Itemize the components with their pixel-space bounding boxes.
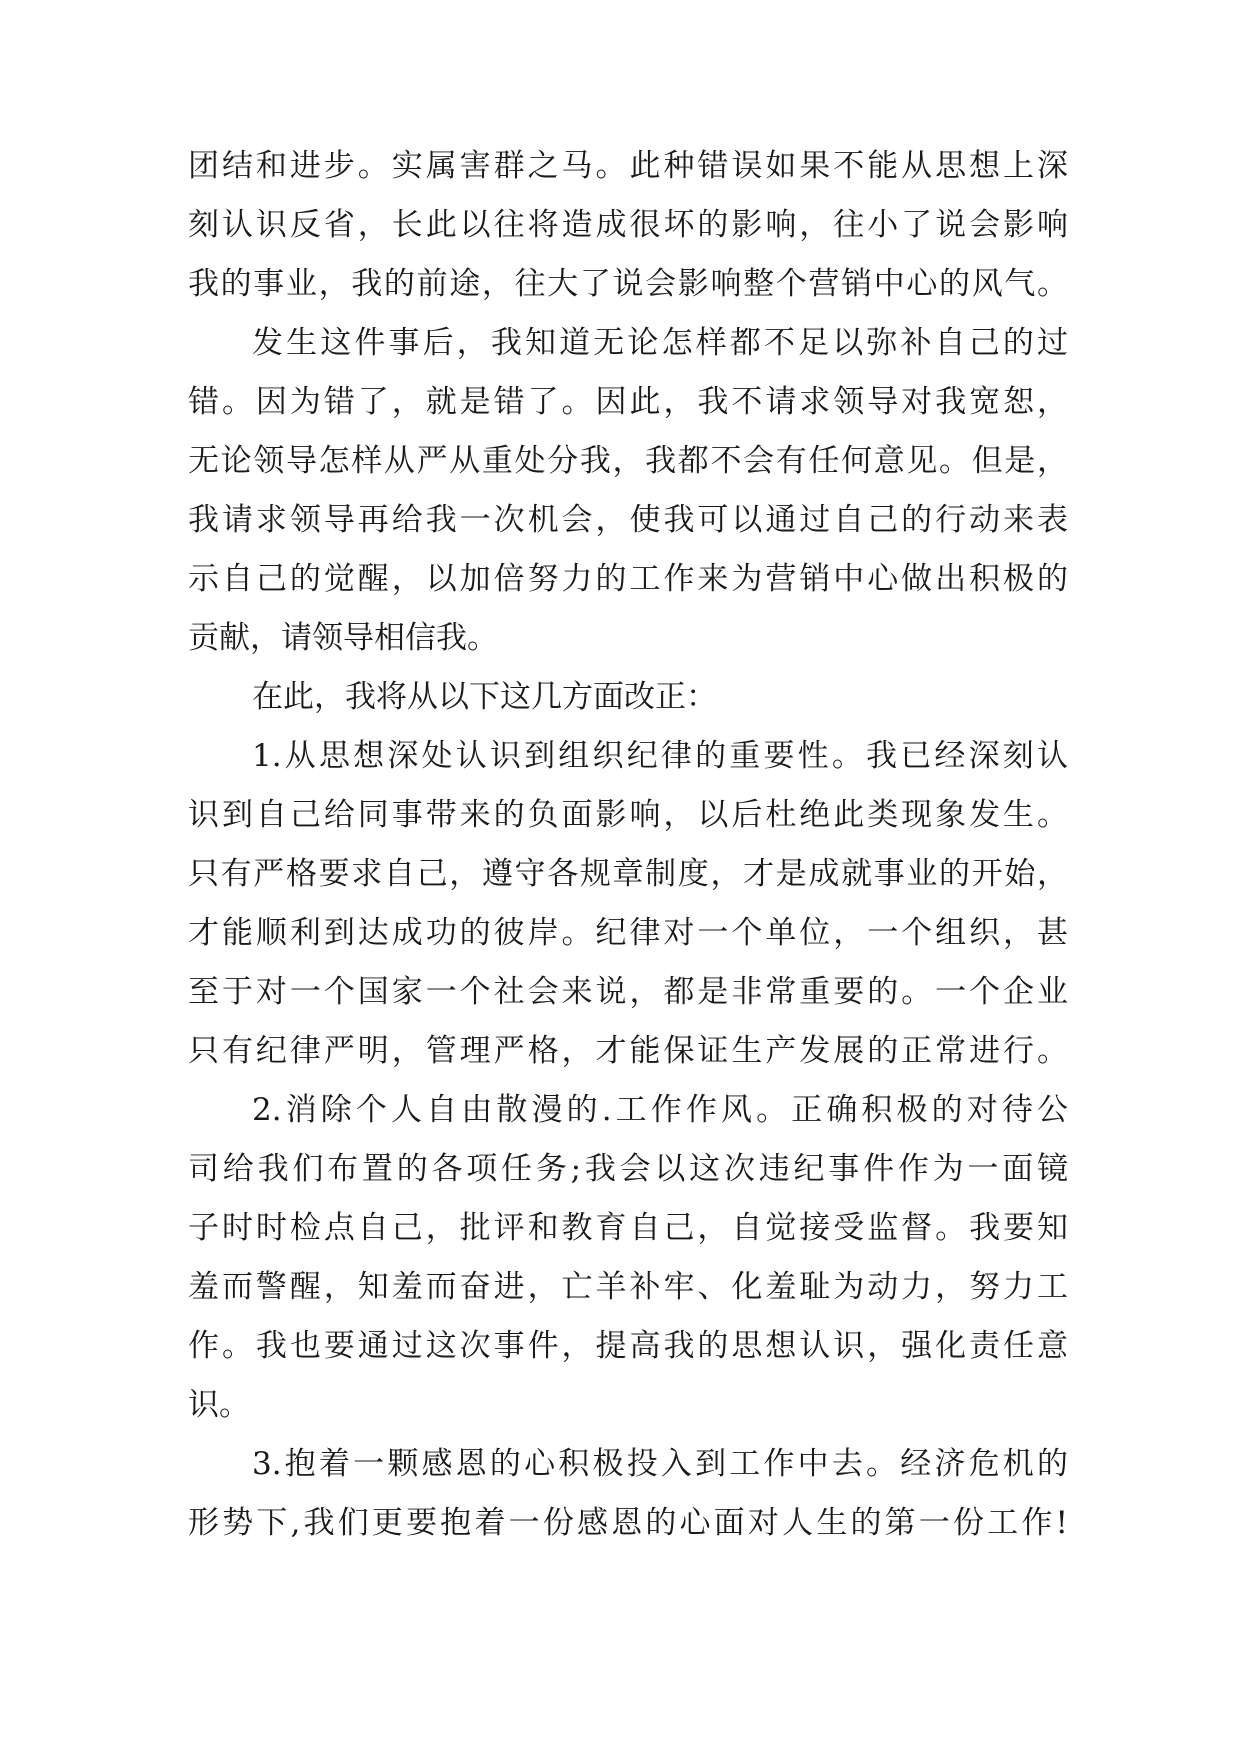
text-line: 我请求领导再给我一次机会，使我可以通过自己的行动来表 (188, 502, 1068, 538)
text-line: 识到自己给同事带来的负面影响，以后杜绝此类现象发生。 (188, 797, 1068, 833)
text-line: 刻认识反省，长此以往将造成很坏的影响，往小了说会影响 (188, 207, 1068, 243)
text-line: 作。我也要通过这次事件，提高我的思想认识，强化责任意 (188, 1328, 1068, 1364)
paragraph-first-line: 发生这件事后，我知道无论怎样都不足以弥补自己的过 (252, 325, 1068, 361)
text-line: 形势下,我们更要抱着一份感恩的心面对人生的第一份工作! (188, 1505, 1068, 1541)
text-line: 示自己的觉醒，以加倍努力的工作来为营销中心做出积极的 (188, 561, 1068, 597)
list-item-1-first-line: 1.从思想深处认识到组织纪律的重要性。我已经深刻认 (252, 738, 1068, 774)
text-line: 只有纪律严明，管理严格，才能保证生产发展的正常进行。 (188, 1033, 1068, 1069)
text-line: 才能顺利到达成功的彼岸。纪律对一个单位，一个组织，甚 (188, 915, 1068, 951)
text-line: 错。因为错了，就是错了。因此，我不请求领导对我宽恕， (188, 384, 1068, 420)
text-line: 贡献，请领导相信我。 (188, 620, 498, 656)
list-item-2-first-line: 2.消除个人自由散漫的.工作作风。正确积极的对待公 (252, 1092, 1068, 1128)
text-line: 子时时检点自己，批评和教育自己，自觉接受监督。我要知 (188, 1210, 1068, 1246)
list-item-3-first-line: 3.抱着一颗感恩的心积极投入到工作中去。经济危机的 (252, 1446, 1068, 1482)
paragraph-first-line: 在此，我将从以下这几方面改正： (252, 679, 717, 715)
text-line: 我的事业，我的前途，往大了说会影响整个营销中心的风气。 (188, 266, 1068, 302)
text-line: 司给我们布置的各项任务;我会以这次违纪事件作为一面镜 (188, 1151, 1068, 1187)
text-line: 只有严格要求自己，遵守各规章制度，才是成就事业的开始， (188, 856, 1068, 892)
text-line: 识。 (188, 1387, 250, 1423)
text-line: 团结和进步。实属害群之马。此种错误如果不能从思想上深 (188, 148, 1068, 184)
text-line: 至于对一个国家一个社会来说，都是非常重要的。一个企业 (188, 974, 1068, 1010)
text-line: 无论领导怎样从严从重处分我，我都不会有任何意见。但是， (188, 443, 1068, 479)
text-line: 羞而警醒，知羞而奋进，亡羊补牢、化羞耻为动力，努力工 (188, 1269, 1068, 1305)
